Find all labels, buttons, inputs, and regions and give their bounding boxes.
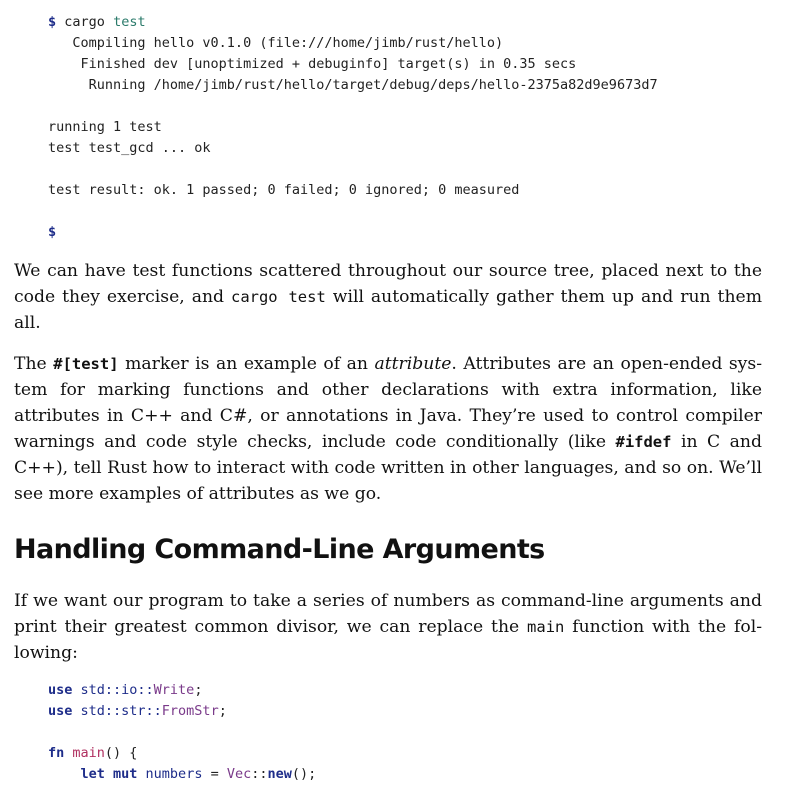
final-prompt-line [48, 222, 658, 243]
blank-line [48, 722, 316, 743]
test-line: running 1 test [48, 119, 162, 135]
type-name: FromStr [161, 703, 219, 719]
output-line: Finished dev [unoptimized + debuginfo] target(s) in 0.35 secs [48, 56, 577, 72]
punctuation: ; [218, 703, 227, 719]
section-heading: Handling Command-Line Arguments [14, 534, 545, 565]
text-run: If we want our program to take a series of numbers as command-line arguments and print their greatest common divisor, we can replace the [14, 591, 762, 637]
shell-prompt: $ [48, 14, 57, 30]
blank-line [48, 96, 658, 117]
command-name: cargo [64, 14, 105, 30]
function-name: main [64, 745, 105, 761]
indent [48, 766, 81, 782]
terminal-output [48, 12, 658, 243]
type-name: Write [153, 682, 195, 698]
test-line: test test_gcd ... ok [48, 140, 211, 156]
inline-code: #[test] [53, 355, 119, 373]
text-run: The [14, 354, 54, 374]
code-line [48, 764, 316, 785]
text-run: We can have test functions scattered throughout our source tree, placed next to the code they exercise, and [14, 261, 762, 307]
paragraph-test-functions [14, 258, 762, 336]
inline-code: main [527, 618, 565, 636]
operator: = [202, 766, 227, 782]
text-run: in C and C++), tell Rust how to interact with code written in other languages, and so on. We’ll see more examples of attributes as we go. [14, 432, 762, 504]
type-name: Vec [226, 766, 252, 782]
text-run: . Attributes are an open-ended system for marking functions and other declarations with extra information, like attributes in C++ and C#, or annotations in Java. They’re used to control compiler warnings and code style checks, include code conditionally (like [14, 354, 762, 452]
text-run: function with the following: [14, 617, 762, 663]
code-line [48, 701, 316, 722]
code-line [48, 680, 316, 701]
path-separator: :: [251, 766, 268, 782]
keyword: use [48, 682, 73, 698]
inline-code: #ifdef [615, 433, 672, 451]
paragraph-attributes [14, 351, 762, 507]
module-path: std::io:: [72, 682, 154, 698]
punctuation: ; [194, 682, 203, 698]
punctuation: () { [104, 745, 138, 761]
output-line: Running /home/jimb/rust/hello/target/debug/deps/hello-2375a82d9e9673d7 [48, 77, 658, 93]
text-run: will automatically gather them up and run them all. [14, 287, 762, 333]
blank-line [48, 201, 658, 222]
keyword: fn [48, 745, 65, 761]
code-listing [48, 680, 316, 785]
test-result-line: test result: ok. 1 passed; 0 failed; 0 ignored; 0 measured [48, 182, 520, 198]
paragraph-command-line [14, 588, 762, 666]
emphasis: attribute [374, 354, 452, 374]
command-line [48, 12, 658, 33]
inline-code: cargo test [230, 288, 326, 306]
method-call: new [267, 766, 292, 782]
punctuation: (); [291, 766, 317, 782]
blank-line [48, 159, 658, 180]
code-line [48, 743, 316, 764]
module-path: std::str:: [72, 703, 162, 719]
shell-prompt: $ [48, 224, 57, 240]
keyword: use [48, 703, 73, 719]
keyword: mut [104, 766, 138, 782]
text-run: marker is an example of an [118, 354, 375, 374]
keyword: let [80, 766, 105, 782]
output-line: Compiling hello v0.1.0 (file:///home/jimb/rust/hello) [48, 35, 504, 51]
identifier: numbers [137, 766, 203, 782]
command-argument: test [113, 14, 146, 30]
